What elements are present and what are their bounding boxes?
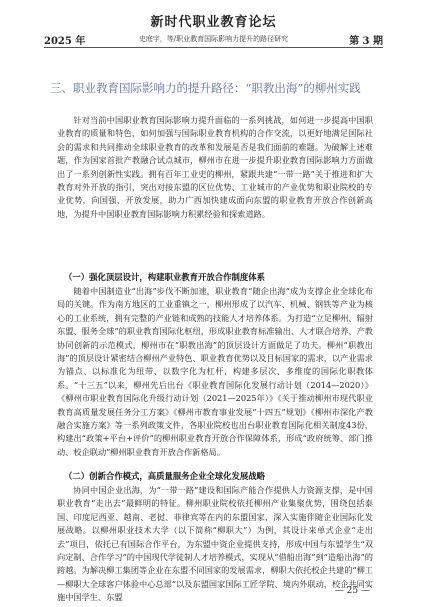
page-number: — 25 —	[334, 586, 370, 596]
subsection-1-paragraph: 随着中国制造业“出海”步伐不断加速，职业教育“随企出海”成为支撑企业全球化布局的关键。作为南方地区的工业重镇之一，柳州形成了以汽车、机械、钢铁等产业为核心的工业系统，拥有完整的产业链和成熟的技能人才培养体系。为打造“立足柳州、辐射东盟、服务全球”的职业教育国际化枢纽，形成职业教育标准输出、人才联合培养、产教协同创新的示范模式，柳州市在“职教出海”的顶层设计方面做足了功夫。柳州“职教出海”的顶层设计紧密结合柳州产业特色、职业教育优势以及目标国家的需求，以产业需求为锚点、以标准化为纽带、以数字化为杠杆，构建多层次、多维度的国际化职教体系。“十三五”以来，柳州先后出台《职业教育国际化发展行动计划（2014—2020）》《柳州市职业教育国际化升级行动计划（2021—2025年）》《关于推动柳州市现代职业教育高质量发展任务分工方案》《柳州市教育事业发展“十四五”规划》《柳州市深化产教融合实施方案》等一系列政策文件，各职业院校也出台职业教育国际化相关制度43份，构建出“政策+平台+评价”的柳州职业教育开放合作保障体系，形成“政府统筹、部门推动、校企联动”柳州职业教育开放合作新格局。	[57, 286, 373, 457]
intro-paragraph: 针对当前中国职业教育国际影响力提升面临的一系列挑战，如何进一步提高中国职业教育的质量和特色，如何加强与国际职业教育机构的合作交流，以更好地满足国际社会的需求和共同推动全球职业教育的改革和发展是否是我们面前的难题。为破解上述难题，作为国家首批产教融合试点城市，柳州市在进一步提升职业教育国际影响力方面做出了一系列创新性实践。拥有百年工业史的柳州，紧跟共建“一带一路”关于推进和扩大教育对外开放的指引，突出对接东盟的区位优势、工业城市的产业优势和职业院校的专业优势，向国强、开放发展，助力广西加快建成面向东盟的职业教育开放合作创新高地，为提升中国职业教育国际影响力积累经验和探索道路。	[57, 115, 373, 219]
subsection-1-heading: （一）强化顶层设计，构建职业教育开放合作制度体系	[64, 272, 265, 282]
journal-title: 新时代职业教育论坛	[150, 15, 277, 30]
running-title: 史庭宇，等/职业教育国际影响力提升的路径研究	[138, 35, 289, 43]
subsection-2-heading: （二）创新合作模式，高质量服务企业全球化发展战略	[64, 471, 265, 481]
section-heading: 三、职业教育国际影响力的提升路径：“职教出海”的柳州实践	[50, 81, 361, 95]
intro-block	[57, 114, 373, 221]
header-rule	[44, 47, 383, 48]
subsection-1-block	[57, 285, 373, 459]
issue-number: 第 3 期	[349, 36, 383, 47]
subsection-2-paragraph: 协同中国企业出海，为“一带一路”建设和国际产能合作提供人力资源支撑，是中国职业教育“走出去”最鲜明的特征。柳州职业院校依托柳州产业集聚优势，围绕包括泰国、印度尼西亚、越南、老挝、菲律宾等在内的东盟国家，深入实施伴随企业国际化发展战略。以柳州职业技术大学（以下简称“柳职大”）为例，其设计来单式企业“走出去”项目，依托已有国际合作平台，为东盟中资企业提供支持，形成中国与东盟学生“双向定制、合作学习”的中国现代学徒制人才培养模式，实现从“借船出海”到“造船出海”的跨越。为解决柳工集团等企业在东盟不同国家的发展需求，柳职大依托校企共建的“柳工—柳职大全球客户体验中心总部”以及东盟国家国际工匠学院、境内外联动，校企共同实施中国学生、东盟	[57, 485, 373, 603]
header-year: 2025 年	[44, 36, 86, 47]
subsection-2-block	[57, 484, 373, 605]
